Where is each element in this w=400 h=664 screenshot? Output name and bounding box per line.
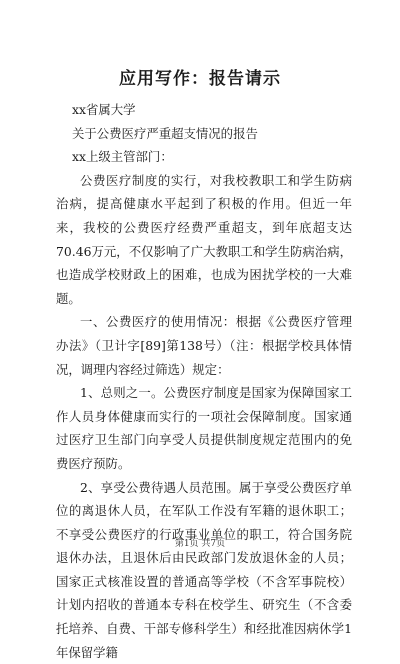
page-footer: 第1页 共7页 <box>0 536 400 549</box>
paragraph-section-1: 一、公费医疗的使用情况：根据《公费医疗管理办法》（卫计字[89]第138号）（注：根据学校具体情况，调理内容经过筛选）规定： <box>56 310 352 381</box>
paragraph-item-2: 2、享受公费待遇人员范围。属于享受公费医疗单位的离退休人员，在军队工作没有军籍的退休职工；不享受公费医疗的行政事业单位的职工，符合国务院退休办法，且退休后由民政部门发放退休金的人员；国家正式核准设置的普通高等学校（不含军事院校）计划内招收的普通本专科在校学生、研究生（不含委托培养、自费、干部专修科学生）和经批准因病休学1年保留学籍 <box>56 476 352 664</box>
document-body <box>56 98 352 664</box>
subject-line: 关于公费医疗严重超支情况的报告 <box>56 122 352 146</box>
paragraph-item-1: 1、总则之一。公费医疗制度是国家为保障国家工作人员身体健康而实行的一项社会保障制度。国家通过医疗卫生部门向享受人员提供制度规定范围内的免费医疗预防。 <box>56 381 352 475</box>
paragraph-intro: 公费医疗制度的实行，对我校教职工和学生防病治病，提高健康水平起到了积极的作用。但近一年来，我校的公费医疗经费严重超支，到年底超支达70.46万元，不仅影响了广大教职工和学生防病治病，也造成学校财政上的困难，也成为困扰学校的一大难题。 <box>56 169 352 311</box>
salutation-line: xx上级主管部门： <box>56 145 352 169</box>
recipient-line: xx省属大学 <box>56 98 352 122</box>
document-title: 应用写作：报告请示 <box>0 64 400 89</box>
